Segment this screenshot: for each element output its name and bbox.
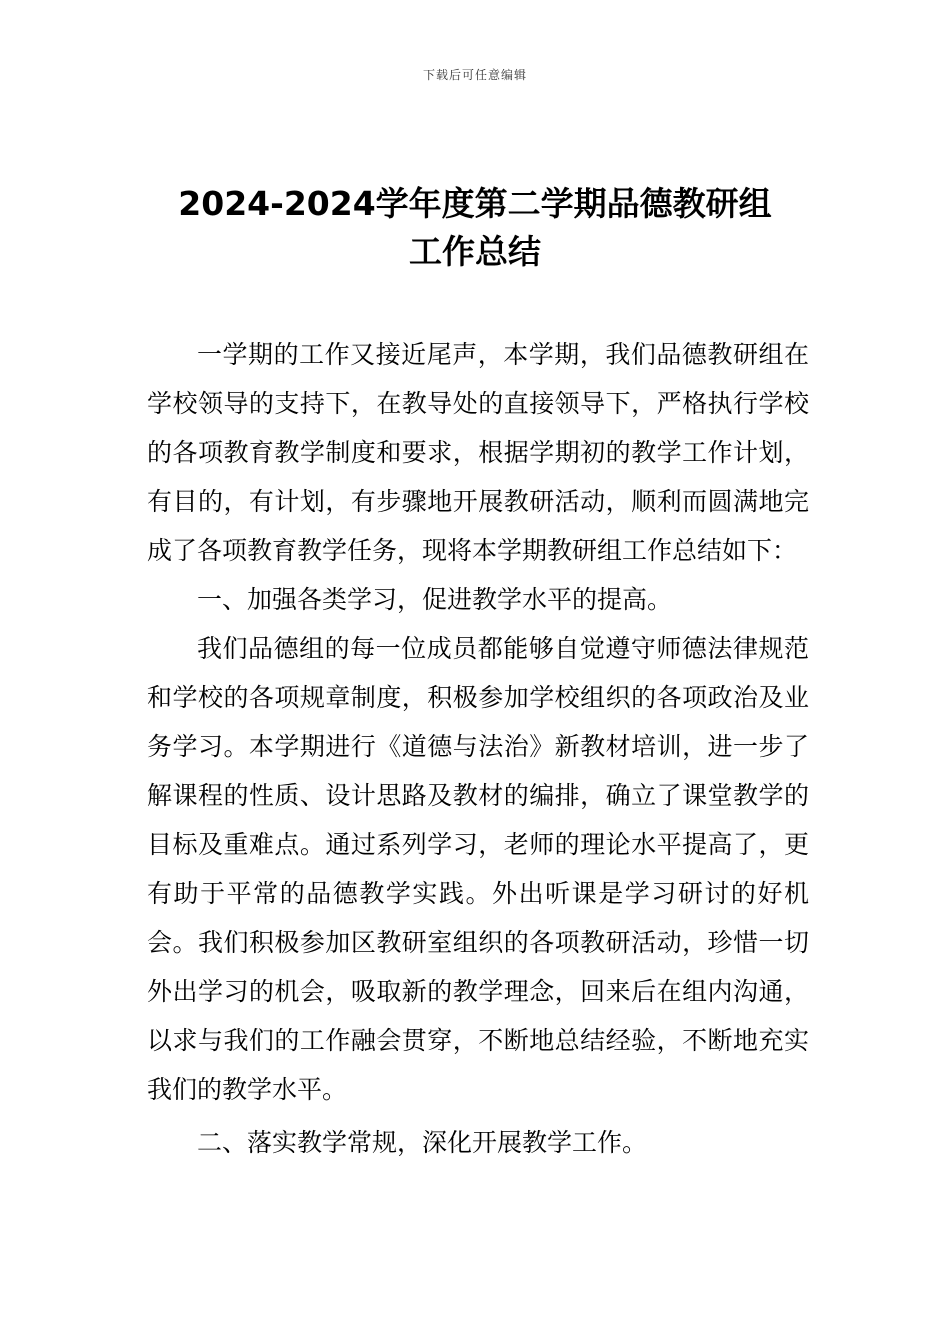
document-title — [120, 180, 830, 276]
paragraph-section-1: 我们品德组的每一位成员都能够自觉遵守师德法律规范和学校的各项规章制度，积极参加学校组织的各项政治及业务学习。本学期进行《道德与法治》新教材培训，进一步了解课程的性质、设计思路及教材的编排，确立了课堂教学的目标及重难点。通过系列学习，老师的理论水平提高了，更有助于平常的品德教学实践。外出听课是学习研讨的好机会。我们积极参加区教研室组织的各项教研活动，珍惜一切外出学习的机会，吸取新的教学理念，回来后在组内沟通，以求与我们的工作融会贯穿，不断地总结经验，不断地充实我们的教学水平。 — [147, 634, 809, 1104]
title-line-1: 2024-2024学年度第二学期品德教研组 — [178, 184, 772, 223]
title-line-2: 工作总结 — [409, 232, 541, 271]
document-body — [147, 330, 809, 1167]
section-heading-1: 一、加强各类学习，促进教学水平的提高。 — [197, 585, 673, 614]
section-heading-2: 二、落实教学常规，深化开展教学工作。 — [197, 1128, 648, 1157]
paragraph-intro: 一学期的工作又接近尾声，本学期，我们品德教研组在学校领导的支持下，在教导处的直接领导下，严格执行学校的各项教育教学制度和要求，根据学期初的教学工作计划，有目的，有计划，有步骤地开展教研活动，顺利而圆满地完成了各项教育教学任务，现将本学期教研组工作总结如下： — [147, 340, 809, 565]
header-note: 下载后可任意编辑 — [422, 68, 527, 82]
